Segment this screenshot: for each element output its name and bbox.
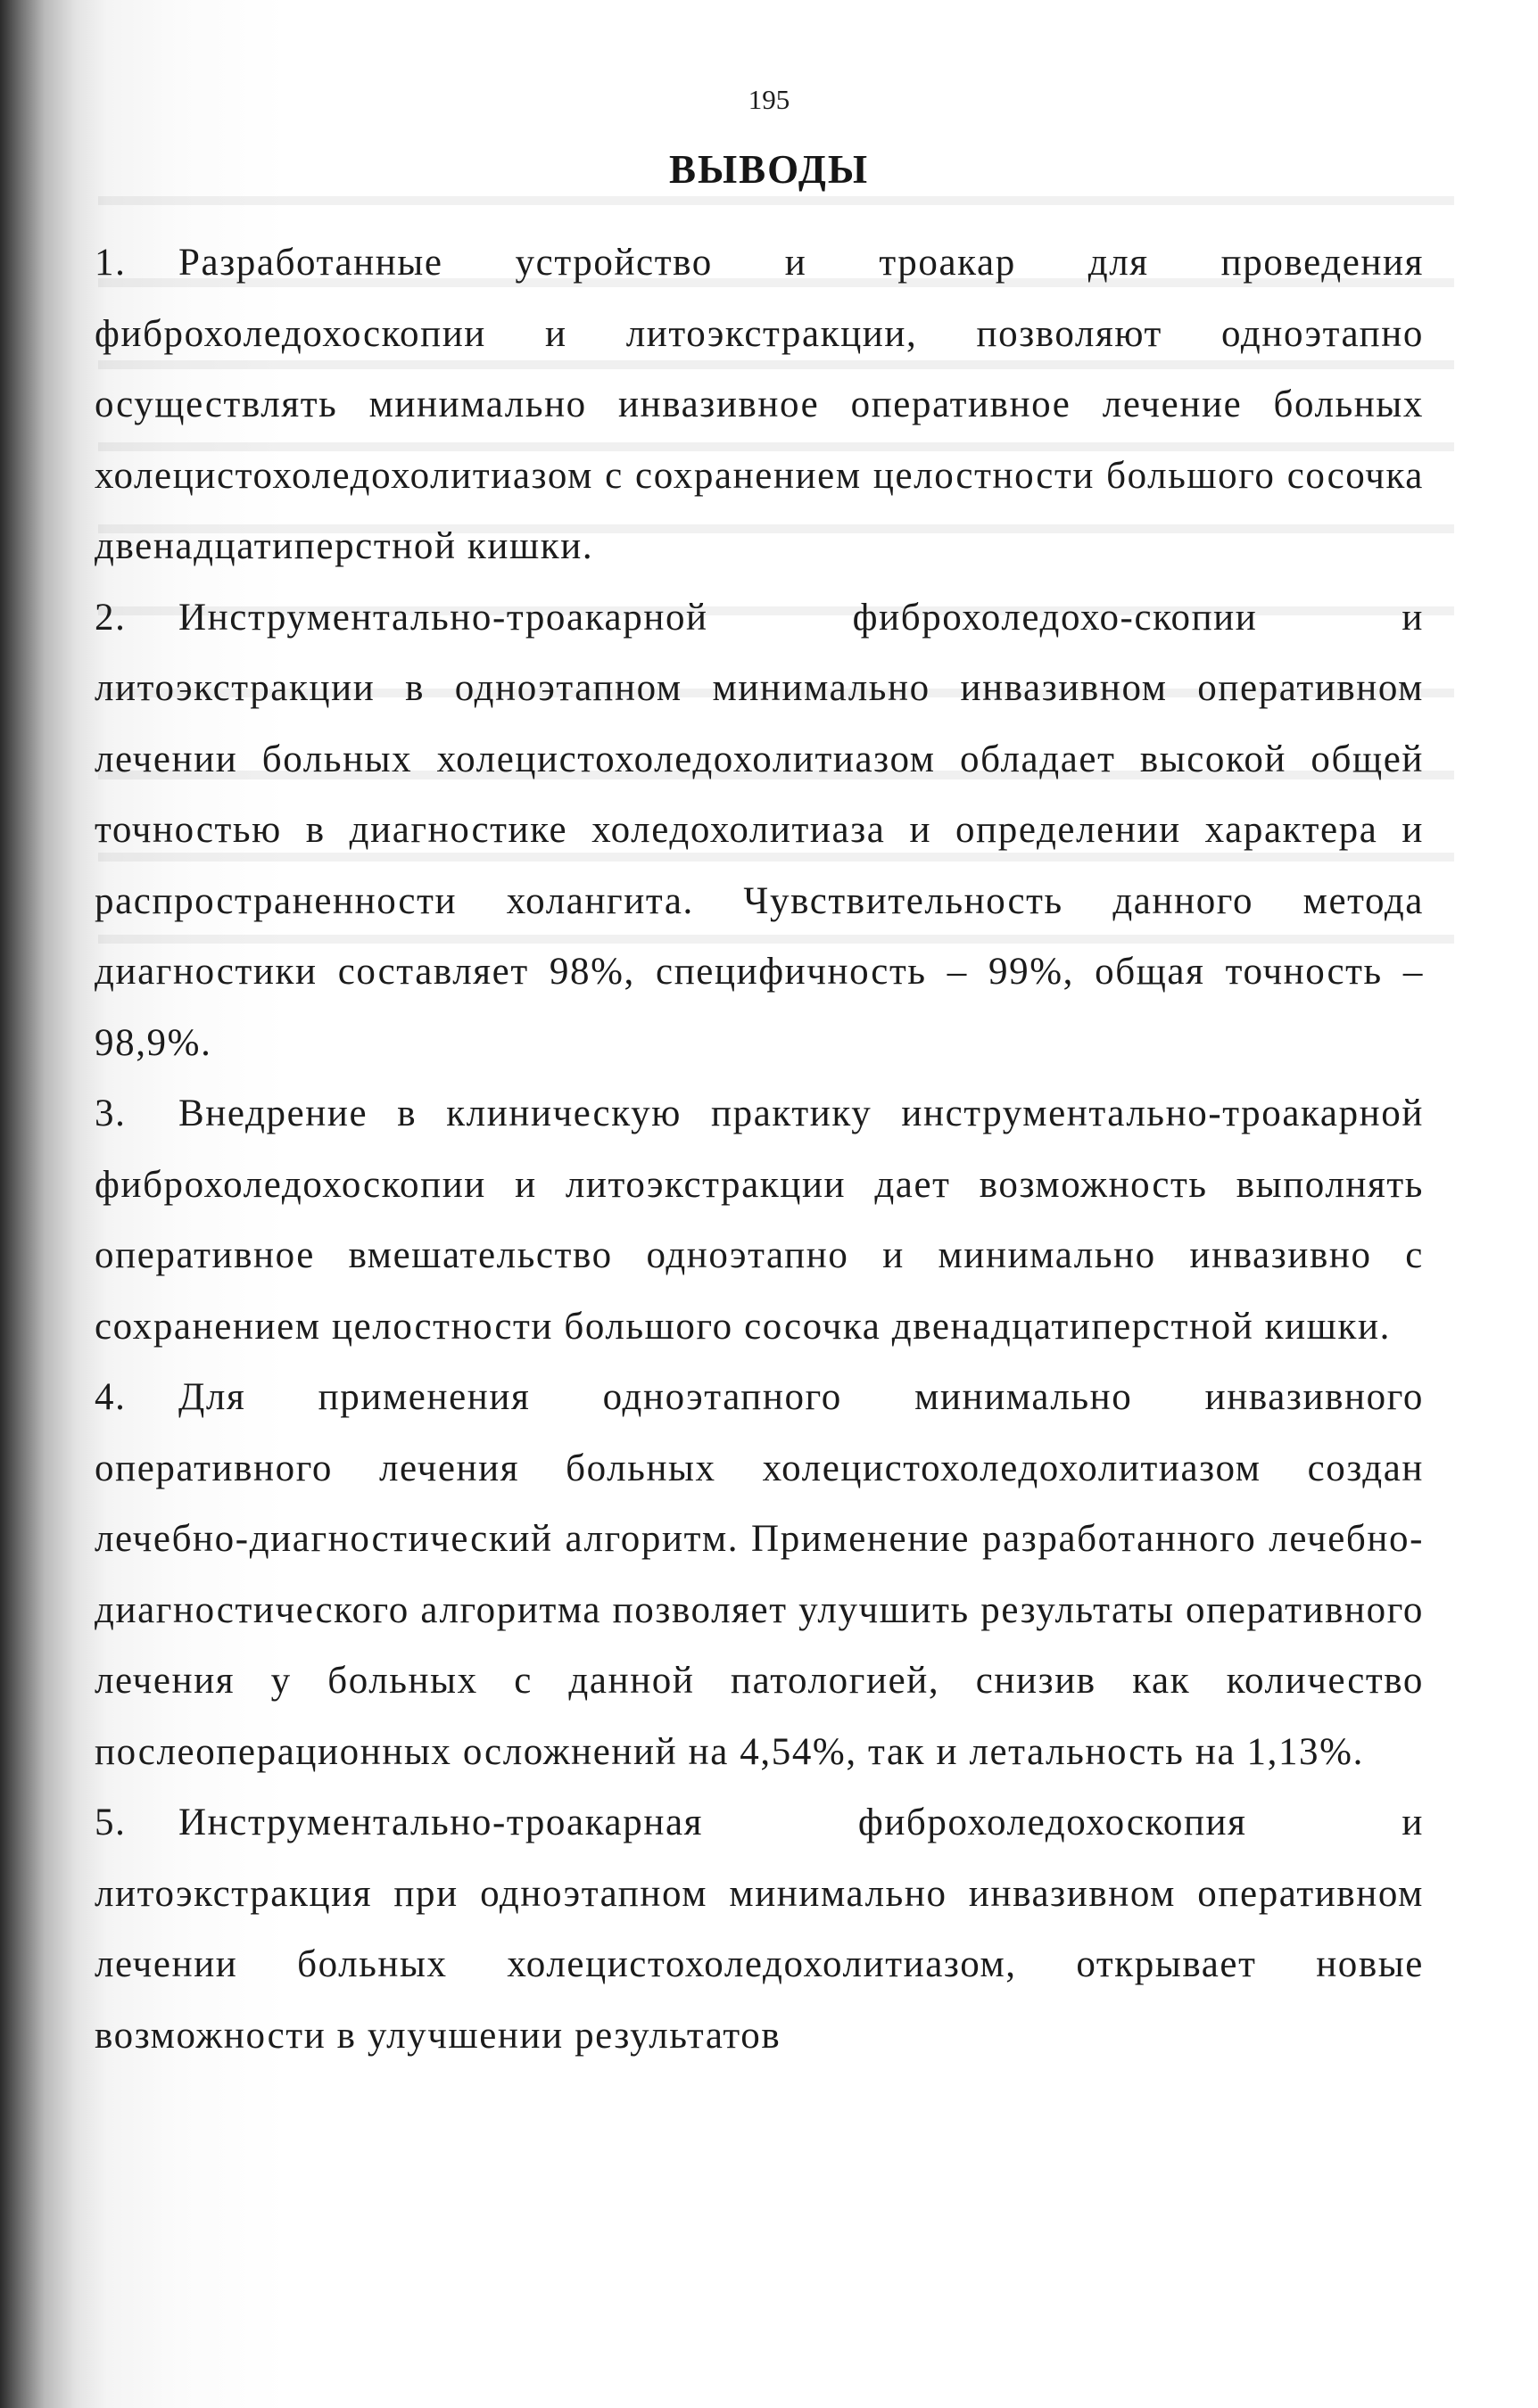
item-number: 3.	[95, 1093, 127, 1134]
conclusion-item-2	[95, 582, 1424, 1079]
conclusion-item-5	[95, 1787, 1424, 2071]
item-text: Для применения одноэтапного минимально инвазивного оперативного лечения больных холецистохоледохолитиазом создан лечебно-диагностический алгоритм. Применение разработанного лечебно-диагностического алгоритма позволяет улучшить результаты оперативного лечения у больных с данной патологией, снизив как количество послеоперационных осложнений на 4,54%, так и летальность на 1,13%.	[95, 1376, 1424, 1773]
item-number: 2.	[95, 596, 127, 639]
conclusion-item-3	[95, 1078, 1424, 1362]
item-number: 4.	[95, 1376, 127, 1418]
page-title: ВЫВОДЫ	[668, 147, 870, 192]
page-number: 195	[748, 84, 790, 115]
item-text: Инструментально-троакарной фиброхоледохо-скопии и литоэкстракции в одноэтапном минимально инвазивном оперативном лечении больных холецистохоледохолитиазом обладает высокой общей точностью в диагностике холедохолитиаза и определении характера и распространенности холангита. Чувствительность данного метода диагностики составляет 98%, специфичность – 99%, общая точность – 98,9%.	[95, 596, 1424, 1064]
item-number: 5.	[95, 1802, 127, 1843]
conclusion-item-4	[95, 1362, 1424, 1787]
item-number: 1.	[95, 242, 127, 284]
conclusion-item-1	[95, 227, 1424, 582]
item-text: Разработанные устройство и троакар для проведения фиброхоледохоскопии и литоэкстракции, позволяют одноэтапно осуществлять минимально инвазивное оперативное лечение больных холецистохоледохолитиазом с сохранением целостности большого сосочка двенадцатиперстной кишки.	[95, 242, 1424, 567]
item-text: Инструментально-троакарная фиброхоледохоскопия и литоэкстракция при одноэтапном минимально инвазивном оперативном лечении больных холецистохоледохолитиазом, открывает новые возможности в улучшении результатов	[95, 1802, 1424, 2057]
item-text: Внедрение в клиническую практику инструментально-троакарной фиброхоледохоскопии и литоэкстракции дает возможность выполнять оперативное вмешательство одноэтапно и минимально инвазивно с сохранением целостности большого сосочка двенадцатиперстной кишки.	[95, 1093, 1424, 1348]
conclusions-list	[95, 227, 1424, 2071]
